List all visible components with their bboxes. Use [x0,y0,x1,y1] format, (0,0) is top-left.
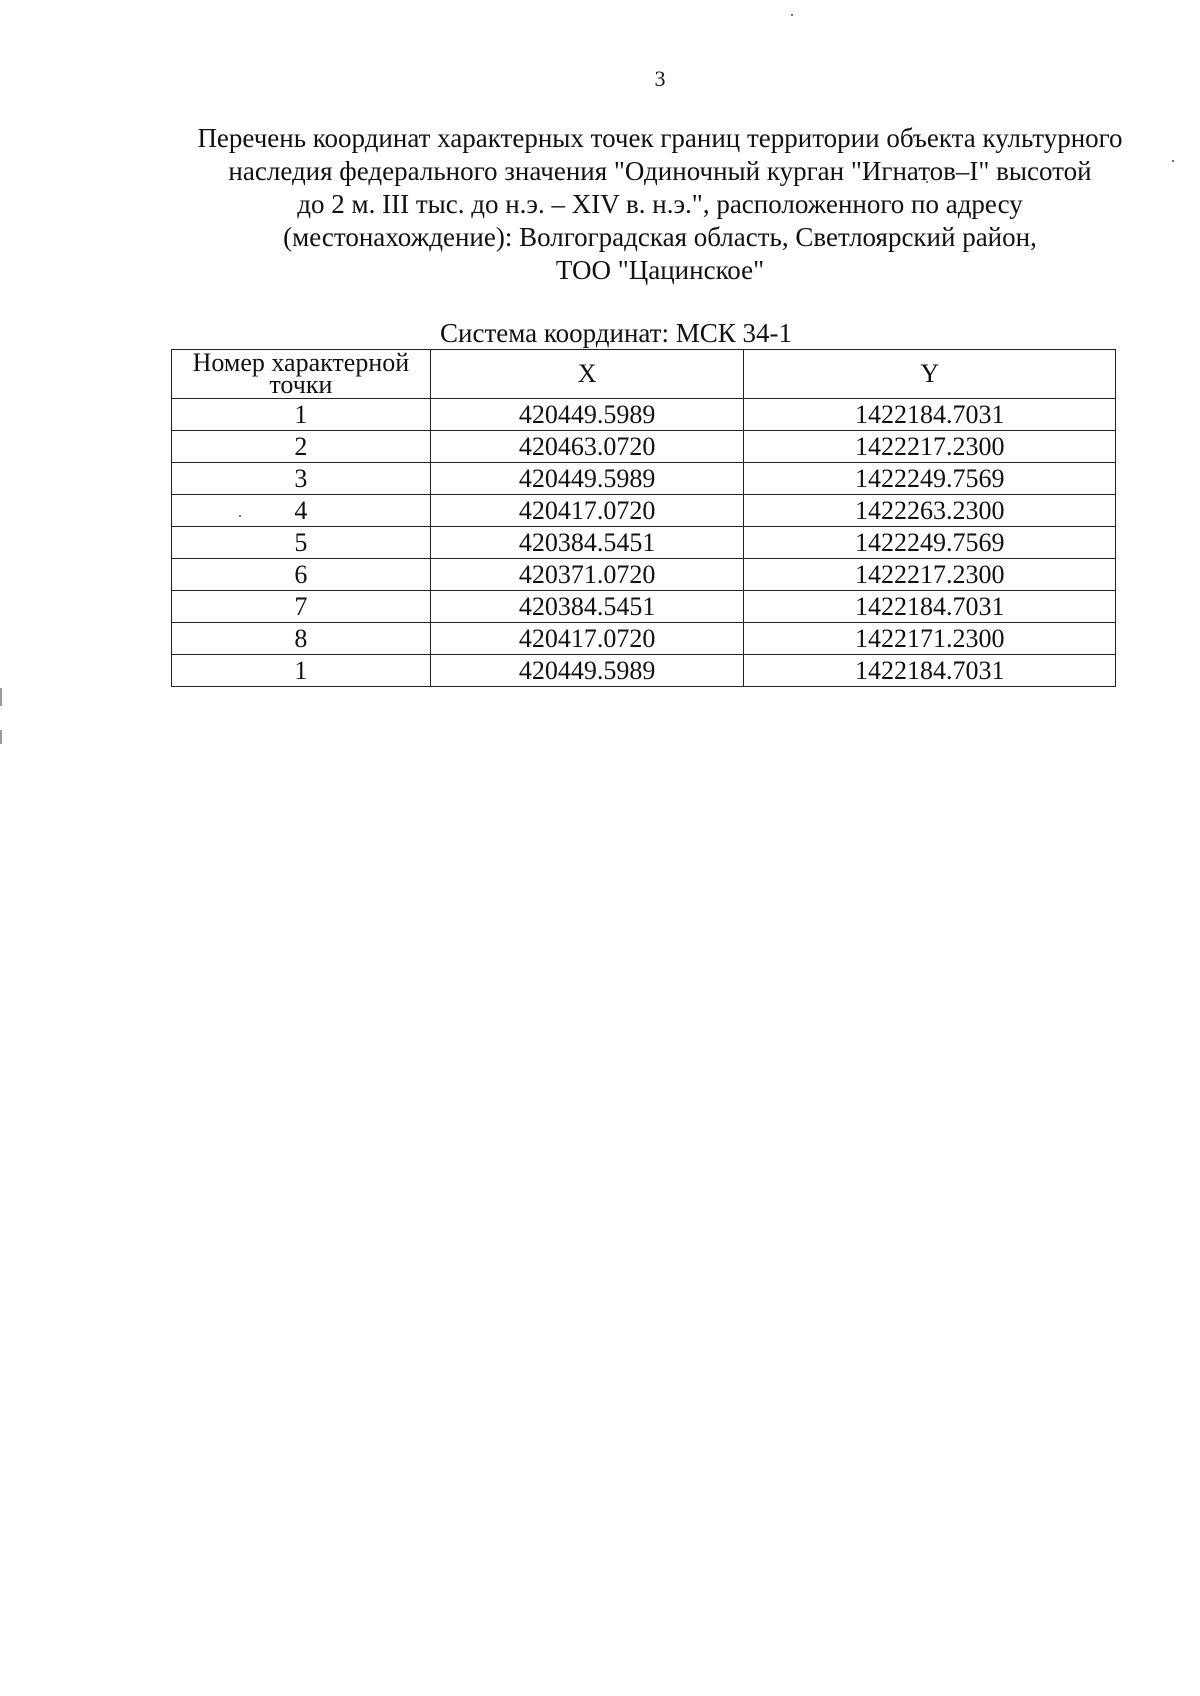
cell-point-number: 6 [172,559,431,591]
cell-y: 1422184.7031 [744,399,1116,431]
cell-y: 1422184.7031 [744,591,1116,623]
table-row [172,495,1116,527]
table-row [172,431,1116,463]
cell-x: 420449.5989 [430,399,744,431]
cell-point-number: 3 [172,463,431,495]
heading-line: (местонахождение): Волгоградская область, Светлоярский район, [283,222,1037,252]
cell-y: 1422171.2300 [744,623,1116,655]
scan-edge-mark [0,730,2,744]
table-row [172,623,1116,655]
table-row [172,527,1116,559]
cell-y: 1422249.7569 [744,463,1116,495]
cell-y: 1422184.7031 [744,655,1116,687]
table-row [172,463,1116,495]
table-row [172,591,1116,623]
cell-point-number: 2 [172,431,431,463]
table-row [172,655,1116,687]
cell-y: 1422217.2300 [744,559,1116,591]
table-row [172,399,1116,431]
cell-point-number: 8 [172,623,431,655]
cell-point-number: 1 [172,655,431,687]
cell-point-number: 4 [172,495,431,527]
heading-line: Перечень координат характерных точек границ территории объекта культурного [197,123,1123,153]
cell-x: 420417.0720 [430,495,744,527]
cell-y: 1422217.2300 [744,431,1116,463]
page-number: 3 [654,66,666,91]
cell-x: 420463.0720 [430,431,744,463]
cell-x: 420384.5451 [430,527,744,559]
cell-y: 1422249.7569 [744,527,1116,559]
cell-point-number: 1 [172,399,431,431]
cell-y: 1422263.2300 [744,495,1116,527]
cell-x: 420371.0720 [430,559,744,591]
coordinate-system-caption: Система координат: МСК 34-1 [440,318,792,348]
table-row [172,559,1116,591]
header-point-number-line2: точки [269,370,333,399]
heading-line: до 2 м. III тыс. до н.э. – XIV в. н.э.", расположенного по адресу [297,189,1023,219]
header-point-number [172,350,431,399]
scan-speck [791,14,793,16]
cell-x: 420449.5989 [430,655,744,687]
cell-x: 420384.5451 [430,591,744,623]
header-point-number-line1: Номер характерной [192,348,410,377]
scan-edge-mark [0,688,2,706]
cell-point-number: 5 [172,527,431,559]
scan-speck [1172,160,1174,162]
coordinates-table [171,349,1116,687]
header-y: Y [744,350,1116,399]
heading-line: ТОО "Цацинское" [555,255,765,285]
cell-x: 420417.0720 [430,623,744,655]
cell-x: 420449.5989 [430,463,744,495]
cell-point-number: 7 [172,591,431,623]
heading-line: наследия федерального значения "Одиночный курган "Игнатов–I" высотой [228,156,1092,186]
header-x: X [430,350,744,399]
table-header-row [172,350,1116,399]
document-heading [160,122,1160,287]
